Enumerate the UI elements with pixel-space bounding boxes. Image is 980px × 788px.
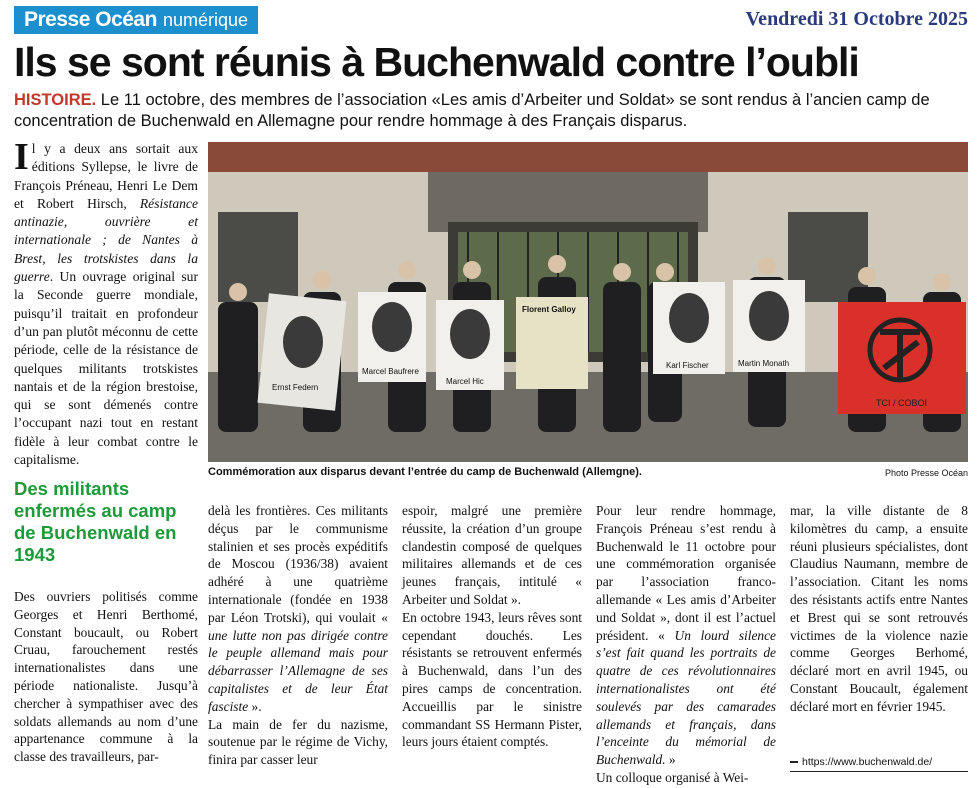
photo-illustration: [208, 142, 968, 462]
intro-paragraph: [14, 136, 198, 469]
intro-text-2: . Un ouvrage original sur la Seconde guerre mondiale, puisqu’il traitait en profondeur d’un pan plutôt méconnu de cette période, celle de la résistance de quelques militants trotskistes nantais et de la région brestoise, qui se sont démenés contre l’occupant nazi tout en restant fidèle à leur combat contre le capitalisme.: [14, 269, 198, 468]
article-column-1: Des ouvriers politisés comme Georges et Henri Berthomé, Constant boucault, ou Robert Cruau, farouchement restés internationalistes dans une période nationaliste. Jusqu’à chercher à sympathiser avec des soldats allemands au nom d’une appartenance commune à la classe des travailleurs, par-: [14, 589, 198, 765]
column-text: Pour leur rendre hommage, François Préneau s’est rendu à Buchenwald le 11 octobre pour une commémoration organisée par l’association franco-allemande « Les amis d’Arbeiter und Soldat », dont il est l’actuel président. «: [596, 503, 776, 643]
news-photo: [208, 142, 968, 462]
source-url[interactable]: https://www.buchenwald.de/: [802, 756, 933, 768]
article-column-3: [402, 502, 582, 751]
column-text: En octobre 1943, leurs rêves sont cependant douchés. Les résistants se retrouvent enfermés à Buchenwald, dans l’un des pires camps de concentration. Accueillis par le sinistre commandant SS Hermann Pister, leurs jours étaient comptés.: [402, 609, 582, 750]
brand-subtitle: numérique: [162, 9, 248, 30]
placard-label: Ernst Federn: [272, 383, 319, 392]
placard-label: Florent Galloy: [522, 305, 576, 314]
column-text: »: [665, 752, 676, 768]
quote-text: Un lourd silence s’est fait quand les portraits de quatre de ces révolutionnaires internationalistes ont été soulevés par des camarades allemands et français, dans l’enceinte du mémorial de Buchenwald.: [596, 627, 776, 768]
drop-cap: I: [14, 136, 29, 178]
column-text: Un colloque organisé à Wei-: [596, 769, 749, 785]
placard-label: Marcel Baufrere: [362, 367, 419, 376]
column-text: ».: [248, 698, 262, 714]
section-kicker: HISTOIRE.: [14, 91, 97, 109]
banner-label: TCI / COBOI: [876, 398, 928, 408]
subheading: Des militants enfermés au camp de Buchenwald en 1943: [14, 478, 177, 565]
column-text: espoir, malgré une première réussite, la création d’un groupe clandestin composé de quelques militaires allemands et de ces jeunes français, intitulé « Arbeiter und Soldat ».: [402, 503, 582, 607]
lead-text: Le 11 octobre, des membres de l’association «Les amis d’Arbeiter und Soldat» se sont rendus à l’ancien camp de concentration de Buchenwald en Allemagne pour rendre hommage à des Français disparus.: [14, 91, 930, 130]
link-bar-icon: [790, 761, 798, 763]
quote-text: une lutte non pas dirigée contre le peuple allemand mais pour débarrasser l’Allemagne de ses capitalistes et de leur État fasciste: [208, 627, 388, 714]
brand-name: Presse Océan: [24, 8, 157, 31]
placard-label: Karl Fischer: [666, 361, 709, 370]
headline: Ils se sont réunis à Buchenwald contre l’oubli: [14, 39, 859, 85]
placard-label: Martin Monath: [738, 359, 790, 368]
photo-caption: Commémoration aux disparus devant l’entrée du camp de Buchenwald (Allemgne).: [208, 466, 642, 478]
lead-paragraph: [14, 90, 964, 132]
book-title: Résistance antinazie, ouvrière et internationale ; de Nantes à Brest, les trotskistes dans la guerre: [14, 195, 198, 285]
column-text: La main de fer du nazisme, soutenue par le régime de Vichy, finira par casser leur: [208, 716, 388, 768]
publication-date: Vendredi 31 Octobre 2025: [745, 8, 968, 30]
placard-label: Marcel Hic: [446, 377, 484, 386]
column-text: delà les frontières. Ces militants déçus par le communisme stalinien et ses procès expéditifs de Moscou (1936/38) avaient adhéré à une quatrième internationale (fondée en 1938 par Léon Trotski), qui voulait «: [208, 503, 388, 625]
article-column-5: mar, la ville distante de 8 kilomètres du camp, a ensuite réuni plusieurs spécialistes, dont Claudius Naumann, membre de l’association. Citant les noms des résistants actifs entre Nantes et Brest qui se sont retrouvés victimes de la violence nazie comme Georges Berhomé, déclaré mort en avril 1945, ou Constant Boucault, également déclaré mort en février 1945.: [790, 503, 968, 714]
intro-text-1: l y a deux ans sortait aux éditions Syllepse, le livre de François Préneau, Henri Le Dem et Robert Hirsch,: [14, 141, 198, 211]
article-column-2: [208, 502, 388, 769]
article-column-4: [596, 502, 776, 787]
source-link[interactable]: [790, 756, 968, 772]
masthead: [14, 6, 258, 34]
photo-credit: Photo Presse Océan: [884, 468, 968, 478]
